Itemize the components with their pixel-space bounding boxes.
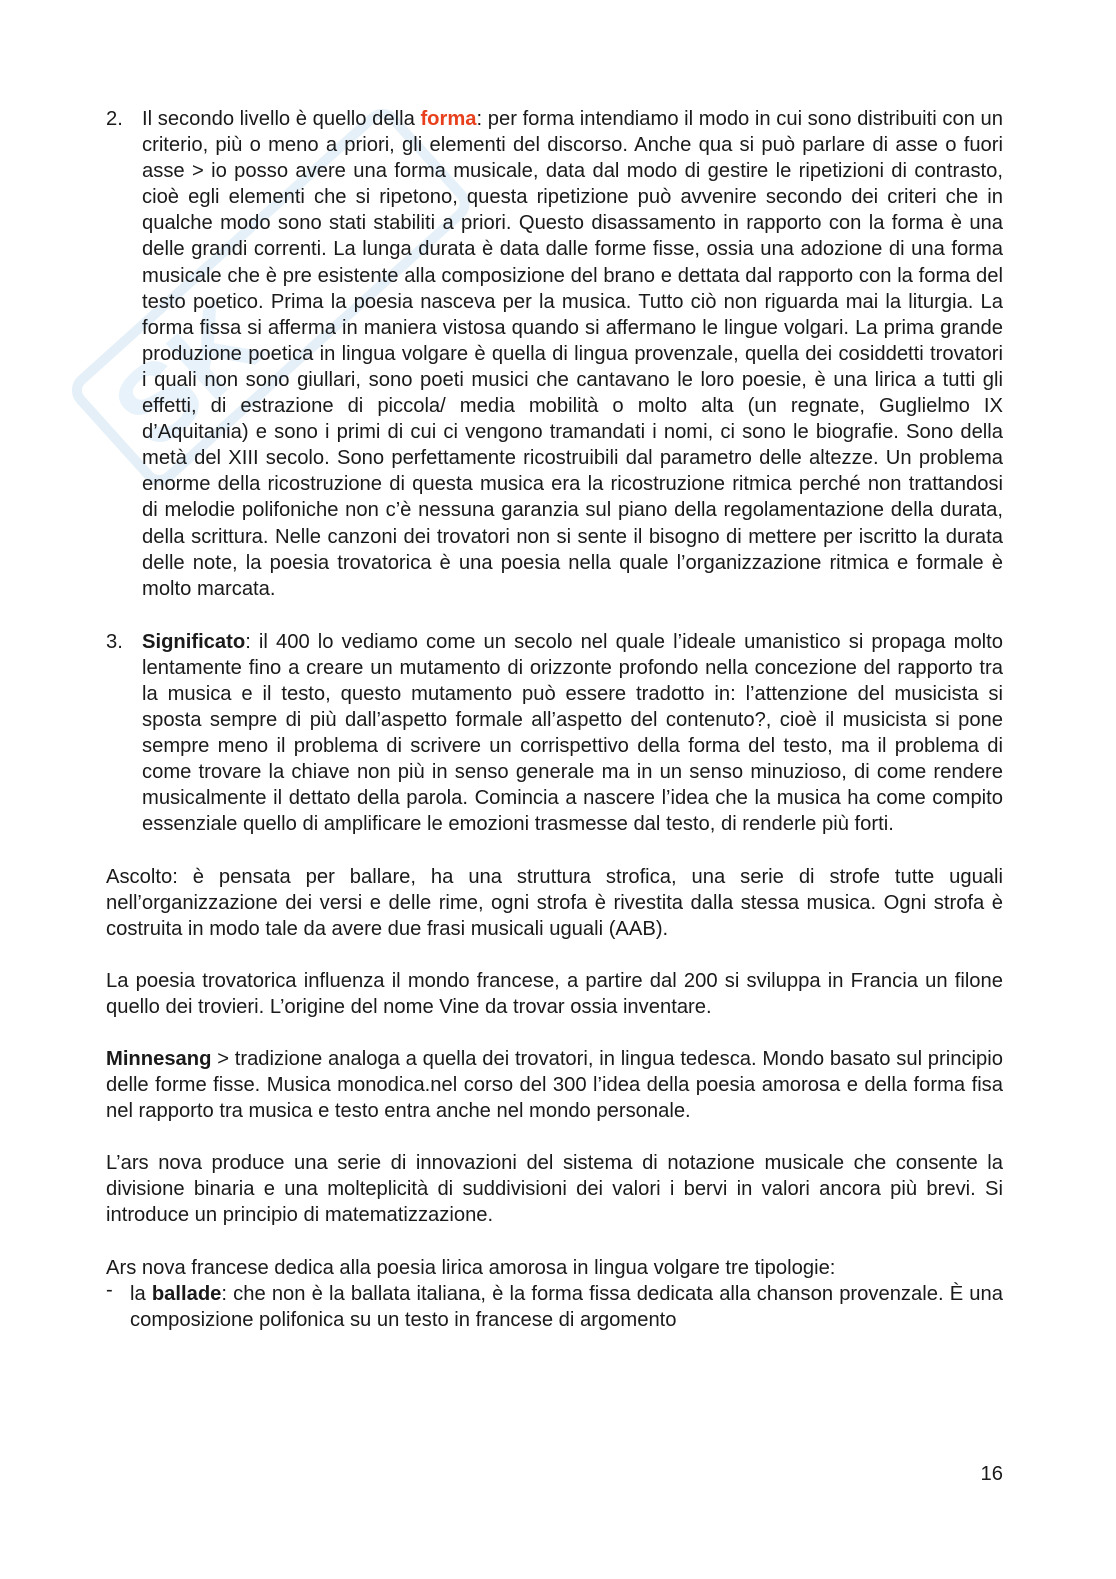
text-segment: Il secondo livello è quello della xyxy=(142,108,421,130)
list-item-forma xyxy=(106,106,1003,602)
paragraph-ascolto: Ascolto: è pensata per ballare, ha una struttura strofica, una serie di strofe tutte uguali nell’organizzazione dei versi e delle rime, ogni strofa è rivestita dalla stessa musica. Ogni strofa è costruita in modo tale da avere due frasi musicali uguali (AAB). xyxy=(106,865,1003,940)
paragraph-tipologie: Ars nova francese dedica alla poesia lirica amorosa in lingua volgare tre tipologie: xyxy=(106,1256,836,1279)
text-segment: la xyxy=(130,1282,152,1305)
text-segment: : che non è la ballata italiana, è la forma fissa dedicata alla chanson provenzale. È una composizione polifonica su un testo in francese di argomento xyxy=(130,1282,1003,1331)
list-number: 2. xyxy=(106,108,123,130)
dash-bullet: - xyxy=(106,1278,113,1301)
paragraph-significato xyxy=(142,629,1003,838)
document-page xyxy=(106,106,1003,1333)
paragraph-ballade xyxy=(130,1281,1003,1333)
paragraph-ars-nova: L’ars nova produce una serie di innovazioni del sistema di notazione musicale che consente la divisione binaria e una molteplicità di suddivisioni dei valori i bervi in valori ancora più brevi. Si introduce un principio di matematizzazione. xyxy=(106,1152,1003,1227)
keyword-forma: forma xyxy=(420,108,477,130)
keyword-minnesang: Minnesang xyxy=(106,1048,212,1070)
paragraph-forma xyxy=(142,106,1003,602)
paragraph-minnesang xyxy=(106,1046,1003,1124)
text-segment: : il 400 lo vediamo come un secolo nel quale l’ideale umanistico si propaga molto lentamente fino a creare un mutamento di orizzonte profondo nella concezione del rapporto tra la musica e il testo, questo mutamento può essere tradotto in: l’attenzione del musicista si sposta sempre di più dall’aspetto formale all’aspetto del contenuto?, cioè il musicista si pone sempre meno il problema di scrivere un corrispettivo della forma del testo, ma il problema di come trovare la chiave non più in senso generale ma in un senso minuzioso, di come rendere musicalmente il dettato della parola. Comincia a nascere l’idea che la musica ha come compito essenziale quello di amplificare le emozioni trasmesse dal testo, di renderle più forti. xyxy=(142,630,1003,836)
svg-text:SK: SK xyxy=(90,278,286,472)
page-number: 16 xyxy=(980,1463,1003,1485)
keyword-ballade: ballade xyxy=(151,1282,222,1305)
list-item-significato xyxy=(106,629,1003,838)
text-segment: : per forma intendiamo il modo in cui sono distribuiti con un criterio, più o meno a priori, gli elementi del discorso. Anche qua si può parlare di asse o fuori asse > io posso avere una forma musicale, data dal modo di gestire le ripetizioni di contrasto, cioè egli elementi che si ripetono, questa ripetizione può avvenire secondo dei criteri che in qualche modo sono stati stabiliti a priori. Questo disassamento in rapporto con la forma è una delle grandi correnti. La lunga durata è data dalle forme fisse, ossia una adozione di una forma musicale che è pre esistente alla composizione del brano e dettata dal rapporto con la forma del testo poetico. Prima la poesia nasceva per la musica. Tutto ciò non riguarda mai la liturgia. La forma fissa si afferma in maniera vistosa quando si affermano le lingue volgari. La prima grande produzione poetica in lingua volgare è quella di lingua provenzale, quella dei cosiddetti trovatori i quali non sono giullari, sono poeti musici che cantavano le loro poesie, è una lirica a tutti gli effetti, di estrazione di piccola/ media mobilità o molto alta (un regnate, Guglielmo IX d’Aquitania) e sono i primi di cui ci vengono tramandati i nomi, ci sono le biografie. Sono della metà del XIII secolo. Sono perfettamente ricostruibili dal parametro delle altezze. Un problema enorme della ricostruzione di questa musica era la ricostruzione ritmica perché non trattandosi di melodie polifoniche non c’è nessuna garanzia sul piano della regolamentazione della durata, della scrittura. Nelle canzoni dei trovatori non si sente il bisogno di mettere per iscritto la durata delle note, la poesia trovatorica è una poesia nella quale l’organizzazione ritmica e formale è molto marcata. xyxy=(142,108,1003,600)
text-segment: > tradizione analoga a quella dei trovatori, in lingua tedesca. Mondo basato sul principio delle forme fisse. Musica monodica.nel corso del 300 l’idea della poesia amorosa e della forma fisa nel rapporto tra musica e testo entra anche nel mondo personale. xyxy=(106,1048,1003,1123)
list-number: 3. xyxy=(106,630,123,653)
paragraph-trovieri: La poesia trovatorica influenza il mondo francese, a partire dal 200 si sviluppa in Francia un filone quello dei trovieri. L’origine del nome Vine da trovar ossia inventare. xyxy=(106,969,1003,1018)
keyword-significato: Significato xyxy=(142,630,246,653)
list-item-ballade xyxy=(106,1278,1003,1333)
